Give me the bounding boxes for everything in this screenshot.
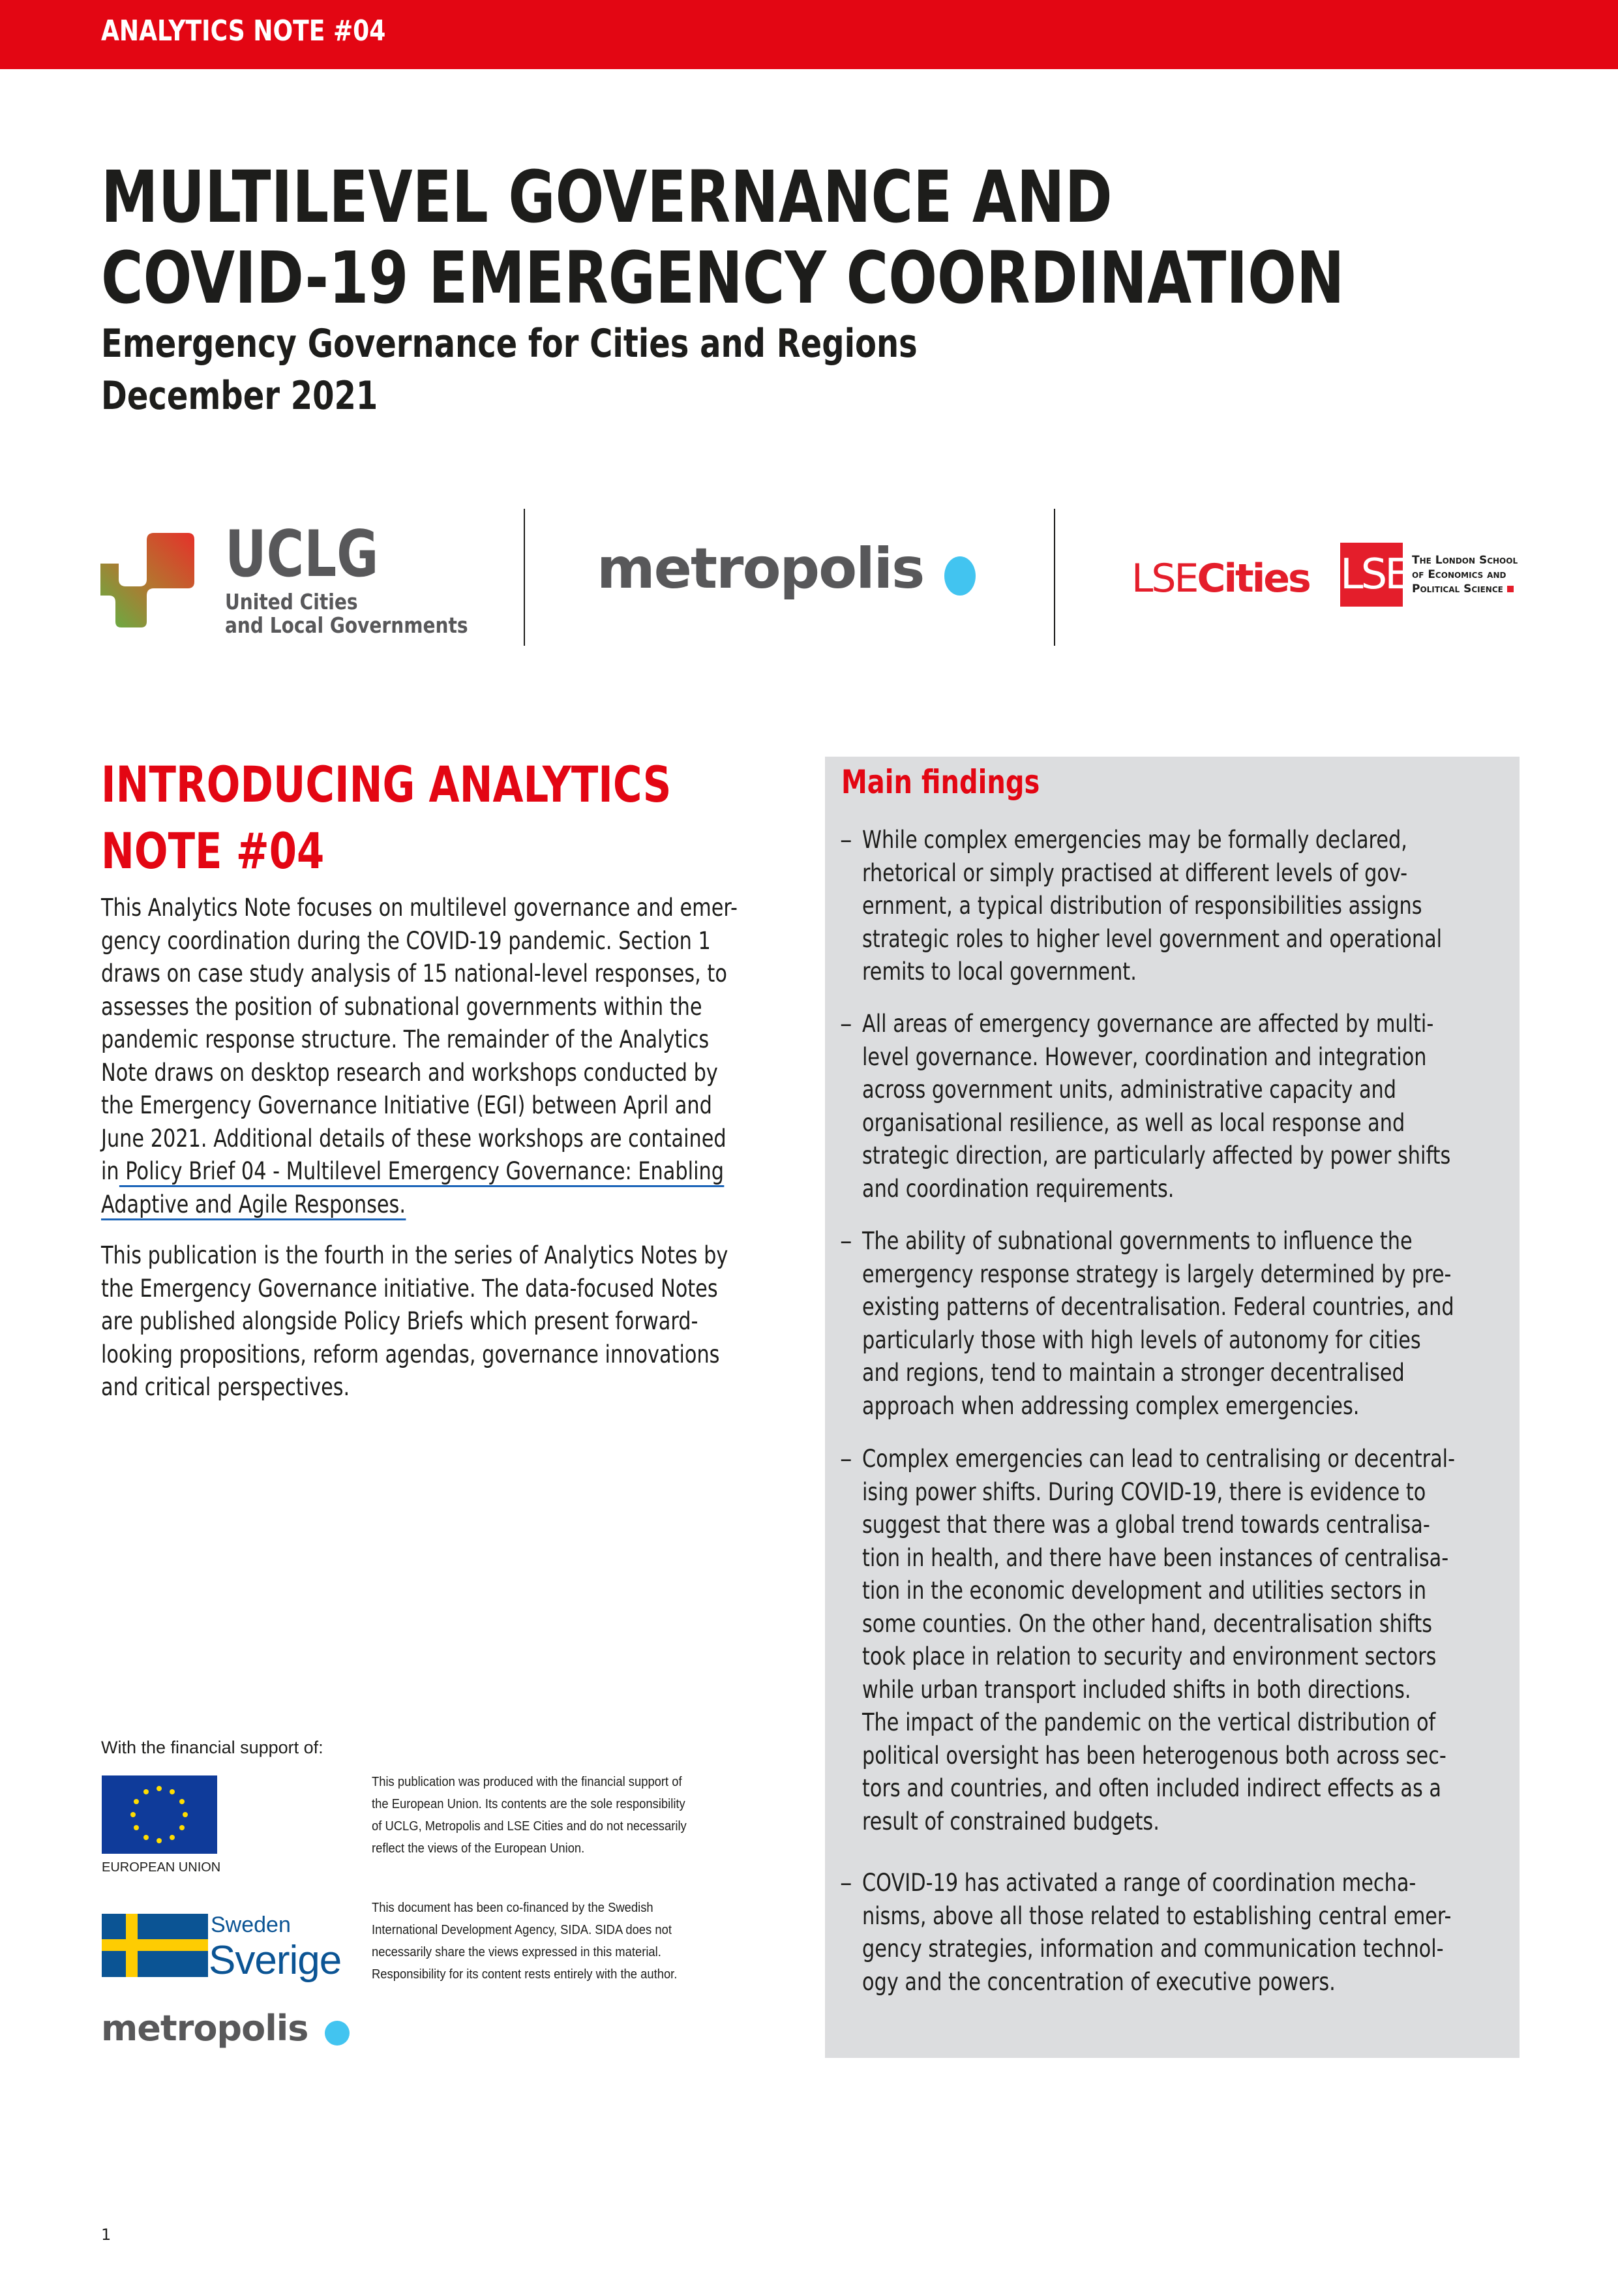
- text-line: tion in the economic development and utilities sectors in: [862, 1577, 1427, 1605]
- text-line: political oversight has been heterogenous both across sec-: [862, 1741, 1446, 1770]
- eu-disclaimer: [372, 1771, 750, 1860]
- text-line: June 2021. Additional details of these workshops are contained: [101, 1124, 727, 1153]
- text-line: International Development Agency, SIDA. SIDA does not: [372, 1923, 672, 1937]
- policy-brief-link[interactable]: Policy Brief 04 - Multilevel Emergency Governance: Enabling: [119, 1157, 724, 1187]
- text-line: tion in health, and there have been instances of centralisa-: [862, 1543, 1449, 1572]
- series-label: ANALYTICS NOTE #04: [101, 14, 386, 48]
- lse-logo-box: LSE: [1340, 543, 1403, 607]
- text-line: assesses the position of subnational governments within the: [101, 992, 702, 1021]
- lse-logo-text: [1412, 553, 1518, 596]
- text-line: [101, 1188, 668, 1222]
- text-line: while urban transport included shifts in both directions.: [862, 1675, 1411, 1704]
- text-line: rhetorical or simply practised at different levels of gov-: [862, 858, 1408, 887]
- text-line: nisms, above all those related to establishing central emer-: [862, 1901, 1452, 1930]
- publication-date: December 2021: [101, 373, 378, 419]
- text-line: The ability of subnational governments to influence the: [862, 1227, 1413, 1255]
- text-line: the European Union. Its contents are the sole responsibility: [372, 1797, 685, 1811]
- intro-heading-line-2: NOTE #04: [101, 822, 325, 880]
- text-line: organisational resilience, as well as local response and: [862, 1108, 1405, 1137]
- dash-bullet-icon: –: [840, 1445, 852, 1473]
- text-line: All areas of emergency governance are affected by multi-: [862, 1010, 1434, 1038]
- link-prefix: in: [101, 1157, 119, 1185]
- text-line: ising power shifts. During COVID-19, there is evidence to: [862, 1477, 1426, 1506]
- document-title: [101, 157, 1345, 318]
- text-line: particularly those with high levels of autonomy for cities: [862, 1325, 1421, 1354]
- text-line: reflect the views of the European Union.: [372, 1841, 585, 1856]
- eu-flag-icon: [102, 1775, 217, 1854]
- lse-line-3: Political Science: [1412, 582, 1503, 596]
- text-line: tors and countries, and often included indirect effects as a: [862, 1774, 1442, 1802]
- text-line: gency strategies, information and communication technol-: [862, 1935, 1444, 1963]
- text-line: pandemic response structure. The remainder of the Analytics: [101, 1025, 710, 1053]
- lse-cities-bold: Cities: [1197, 556, 1310, 601]
- metropolis-dot-icon: [325, 2021, 350, 2046]
- dash-bullet-icon: –: [840, 1227, 852, 1255]
- text-line: ogy and the concentration of executive powers.: [862, 1967, 1336, 1996]
- text-line: are published alongside Policy Briefs which present forward-: [101, 1307, 698, 1335]
- text-line: Responsibility for its content rests entirely with the author.: [372, 1967, 678, 1982]
- logo-divider: [524, 509, 525, 646]
- document-subtitle: Emergency Governance for Cities and Regions: [101, 321, 918, 367]
- text-line: looking propositions, reform agendas, governance innovations: [101, 1340, 720, 1368]
- text-line: took place in relation to security and environment sectors: [862, 1642, 1437, 1670]
- text-line: level governance. However, coordination and integration: [862, 1042, 1427, 1071]
- text-line: and critical perspectives.: [101, 1373, 350, 1401]
- text-line: While complex emergencies may be formally declared,: [862, 826, 1407, 854]
- sverige-wordmark: Sverige: [209, 1938, 342, 1983]
- text-line: and coordination requirements.: [862, 1174, 1175, 1203]
- text-line: This document has been co-financed by the Swedish: [372, 1901, 653, 1915]
- metropolis-wordmark: metropolis: [597, 536, 924, 601]
- text-line: strategic direction, are particularly affected by power shifts: [862, 1141, 1451, 1170]
- policy-brief-link-cont[interactable]: Adaptive and Agile Responses.: [101, 1190, 406, 1220]
- text-line: some counties. On the other hand, decentralisation shifts: [862, 1609, 1433, 1638]
- text-line: gency coordination during the COVID-19 pandemic. Section 1: [101, 926, 711, 955]
- text-line: result of constrained budgets.: [862, 1807, 1160, 1835]
- text-line: draws on case study analysis of 15 national-level responses, to: [101, 959, 727, 988]
- eu-stars-icon: [102, 1775, 217, 1854]
- text-line: the Emergency Governance initiative. The data-focused Notes: [101, 1274, 718, 1303]
- eu-caption: EUROPEAN UNION: [102, 1860, 221, 1875]
- dash-bullet-icon: –: [840, 1010, 852, 1038]
- sida-disclaimer: [372, 1897, 750, 1986]
- page-number: 1: [101, 2226, 112, 2244]
- metropolis-dot-icon: [944, 556, 976, 596]
- logo-divider: [1054, 509, 1055, 646]
- funding-label: With the financial support of:: [101, 1738, 323, 1757]
- text-line: strategic roles to higher level government and operational: [862, 924, 1443, 953]
- text-line: This Analytics Note focuses on multilevel governance and emer-: [101, 894, 738, 922]
- intro-paragraph-2: [101, 1239, 792, 1404]
- lse-line-1: The London School: [1412, 554, 1518, 567]
- text-line: necessarily share the views expressed in this material.: [372, 1945, 661, 1959]
- text-line: This publication was produced with the financial support of: [372, 1775, 682, 1789]
- text-line: existing patterns of decentralisation. Federal countries, and: [862, 1293, 1454, 1321]
- lse-line-2: of Economics and: [1412, 568, 1506, 581]
- lse-cities-thin: LSE: [1131, 556, 1197, 601]
- dash-bullet-icon: –: [840, 826, 852, 854]
- intro-heading-line-1: INTRODUCING ANALYTICS: [101, 755, 672, 813]
- title-line-1: MULTILEVEL GOVERNANCE AND: [101, 155, 1113, 239]
- metropolis-wordmark-small: metropolis: [101, 2008, 308, 2049]
- text-line: ernment, a typical distribution of responsibilities assigns: [862, 892, 1422, 920]
- text-line: approach when addressing complex emergencies.: [862, 1391, 1360, 1420]
- text-line: [101, 1155, 724, 1188]
- text-line: Note draws on desktop research and workshops conducted by: [101, 1058, 718, 1087]
- title-line-2: COVID-19 EMERGENCY COORDINATION: [101, 236, 1345, 320]
- uclg-line-2: and Local Governments: [225, 612, 468, 638]
- intro-heading: [101, 751, 671, 884]
- main-findings-title: Main findings: [841, 763, 1040, 801]
- dash-bullet-icon: –: [840, 1869, 852, 1897]
- text-line: of UCLG, Metropolis and LSE Cities and do not necessarily: [372, 1819, 687, 1834]
- lse-cities-logo: [1131, 556, 1310, 601]
- text-line: This publication is the fourth in the series of Analytics Notes by: [101, 1241, 728, 1269]
- text-line: the Emergency Governance Initiative (EGI) between April and: [101, 1091, 712, 1119]
- text-line: and regions, tend to maintain a stronger decentralised: [862, 1359, 1405, 1387]
- sweden-wordmark: Sweden: [211, 1912, 291, 1937]
- uclg-acronym: UCLG: [225, 517, 379, 592]
- text-line: emergency response strategy is largely determined by pre-: [862, 1260, 1452, 1288]
- uclg-line-1: United Cities: [225, 589, 358, 614]
- text-line: across government units, administrative capacity and: [862, 1076, 1397, 1104]
- uclg-mark-icon: [100, 533, 202, 627]
- intro-paragraph-1: [101, 892, 792, 1221]
- text-line: Complex emergencies can lead to centralising or decentral-: [862, 1445, 1456, 1473]
- uclg-fullname: [225, 590, 468, 637]
- text-line: The impact of the pandemic on the vertical distribution of: [862, 1708, 1436, 1736]
- text-line: suggest that there was a global trend towards centralisa-: [862, 1511, 1430, 1539]
- sweden-flag-icon: [102, 1914, 208, 1977]
- text-line: remits to local government.: [862, 958, 1137, 986]
- lse-square-icon: [1507, 586, 1514, 592]
- text-line: COVID-19 has activated a range of coordination mecha-: [862, 1869, 1416, 1897]
